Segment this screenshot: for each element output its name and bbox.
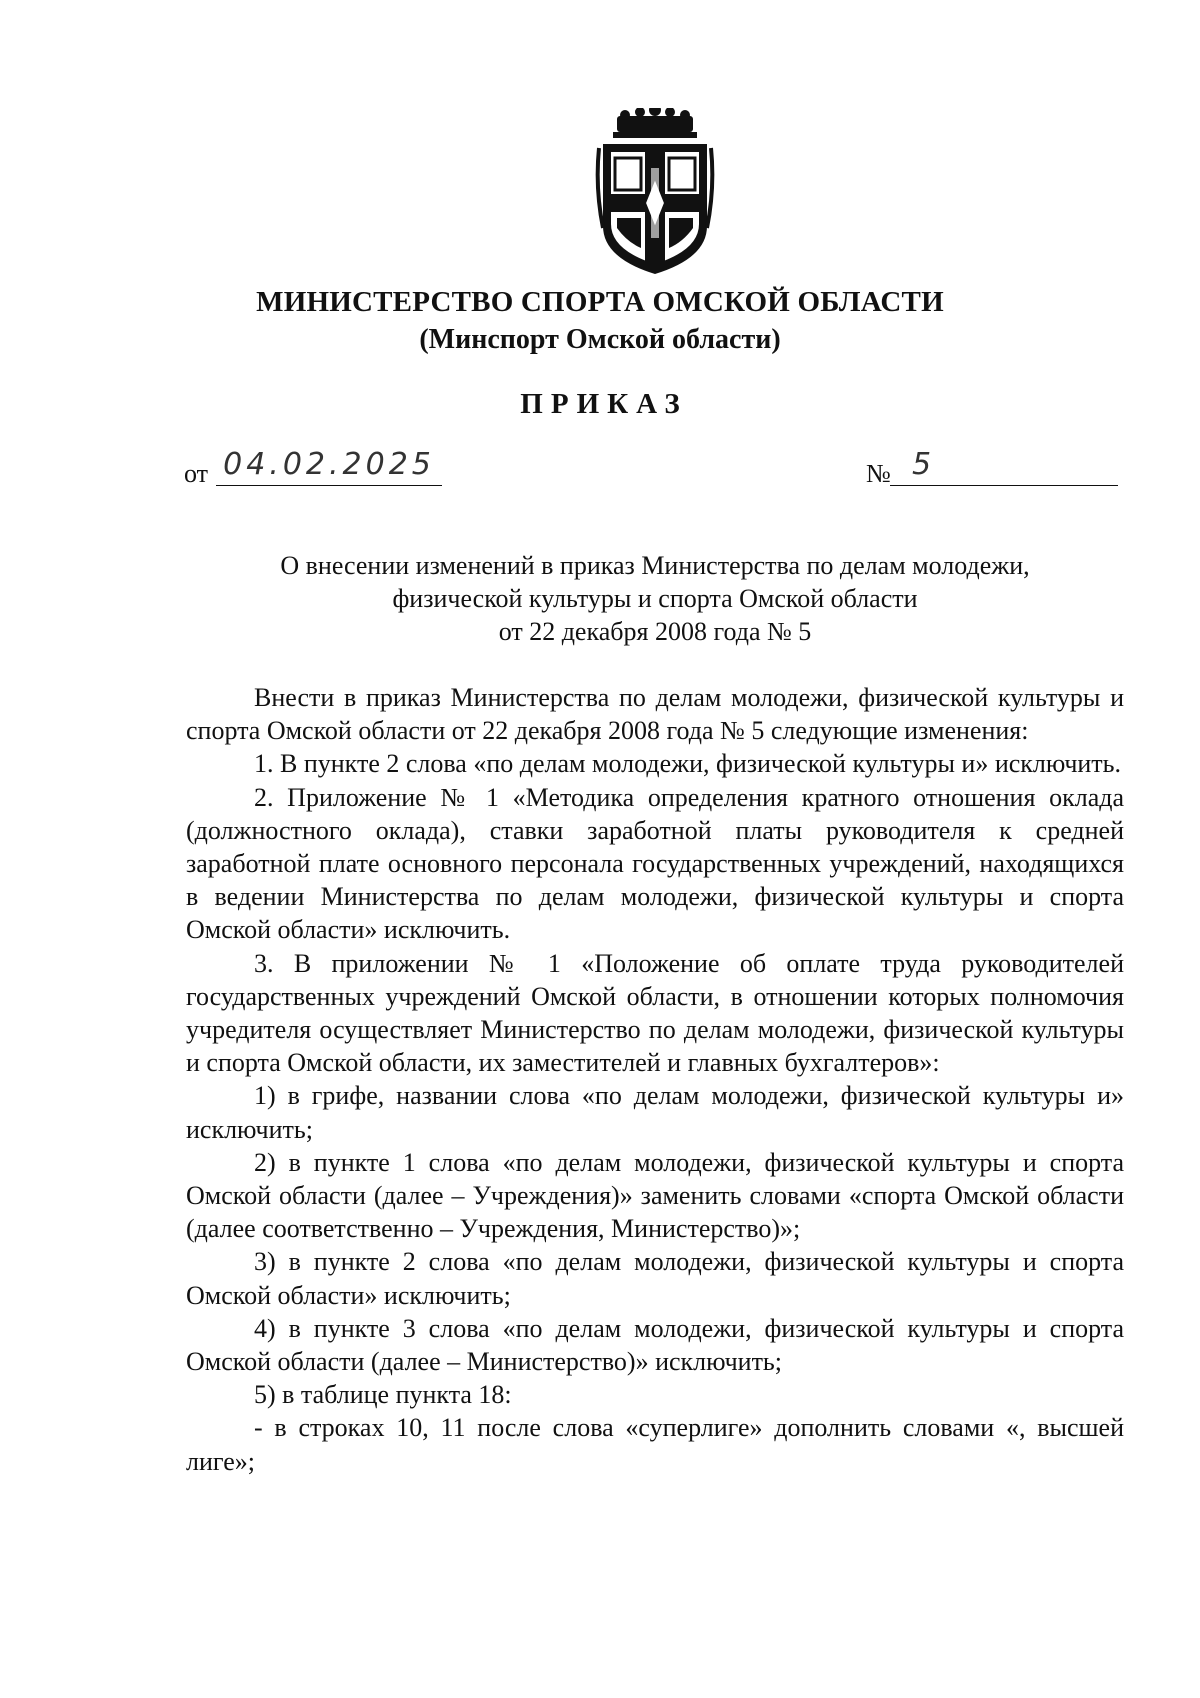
body-subitem-1: 1) в грифе, названии слова «по делам молодежи, физической культуры и» исключить; xyxy=(186,1081,1124,1144)
document-type-title: ПРИКАЗ xyxy=(520,388,688,420)
coat-of-arms-emblem xyxy=(595,108,715,278)
subject-line: физической культуры и спорта Омской области xyxy=(392,584,918,613)
crown-icon xyxy=(613,108,697,138)
organization-name: МИНИСТЕРСТВО СПОРТА ОМСКОЙ ОБЛАСТИ xyxy=(256,286,944,318)
subject-line: О внесении изменений в приказ Министерства по делам молодежи, xyxy=(280,551,1030,580)
body-paragraph-intro: Внести в приказ Министерства по делам молодежи, физической культуры и спорта Омской области от 22 декабря 2008 года № 5 следующие изменения: xyxy=(186,683,1124,746)
body-subitem-3: 3) в пункте 2 слова «по делам молодежи, физической культуры и спорта Омской области» исключить; xyxy=(186,1247,1124,1310)
subject-line: от 22 декабря 2008 года № 5 xyxy=(498,617,812,646)
document-body xyxy=(186,681,1124,1478)
body-subitem-5-dash: - в строках 10, 11 после слова «суперлиге» дополнить словами «, высшей лиге»; xyxy=(186,1413,1124,1476)
date-value: 04.02.2025 xyxy=(223,447,435,482)
organization-short-name: (Минспорт Омской области) xyxy=(419,324,781,355)
number-value: 5 xyxy=(912,447,932,482)
date-underline xyxy=(216,485,442,486)
document-subject xyxy=(0,549,1200,648)
body-subitem-4: 4) в пункте 3 слова «по делам молодежи, физической культуры и спорта Омской области (далее – Министерство)» исключить; xyxy=(186,1313,1124,1377)
number-underline xyxy=(890,485,1118,486)
date-label: от xyxy=(184,459,209,488)
body-paragraph-item-2: 2. Приложение № 1 «Методика определения кратного отношения оклада (должностного оклада), ставки заработной платы руководителя к средней заработной плате основного персонала государственных учреждений, находящихся в ведении Министерства по делам молодежи, физической культуры и спорта Омской области» исключить. xyxy=(186,782,1124,945)
body-subitem-5: 5) в таблице пункта 18: xyxy=(254,1380,512,1410)
number-label: № xyxy=(866,459,891,488)
body-subitem-2: 2) в пункте 1 слова «по делам молодежи, физической культуры и спорта Омской области (далее – Учреждения)» заменить словами «спорта Омской области (далее соответственно – Учреждения, Министерство)»; xyxy=(186,1147,1124,1244)
body-paragraph-item-1: 1. В пункте 2 слова «по делам молодежи, физической культуры и» исключить. xyxy=(254,749,1122,779)
body-paragraph-item-3: 3. В приложении № 1 «Положение об оплате труда руководителей государственных учреждений Омской области, в отношении которых полномочия учредителя осуществляет Министерство по делам молодежи, физической культуры и спорта Омской области, их заместителей и главных бухгалтеров»: xyxy=(186,948,1124,1078)
